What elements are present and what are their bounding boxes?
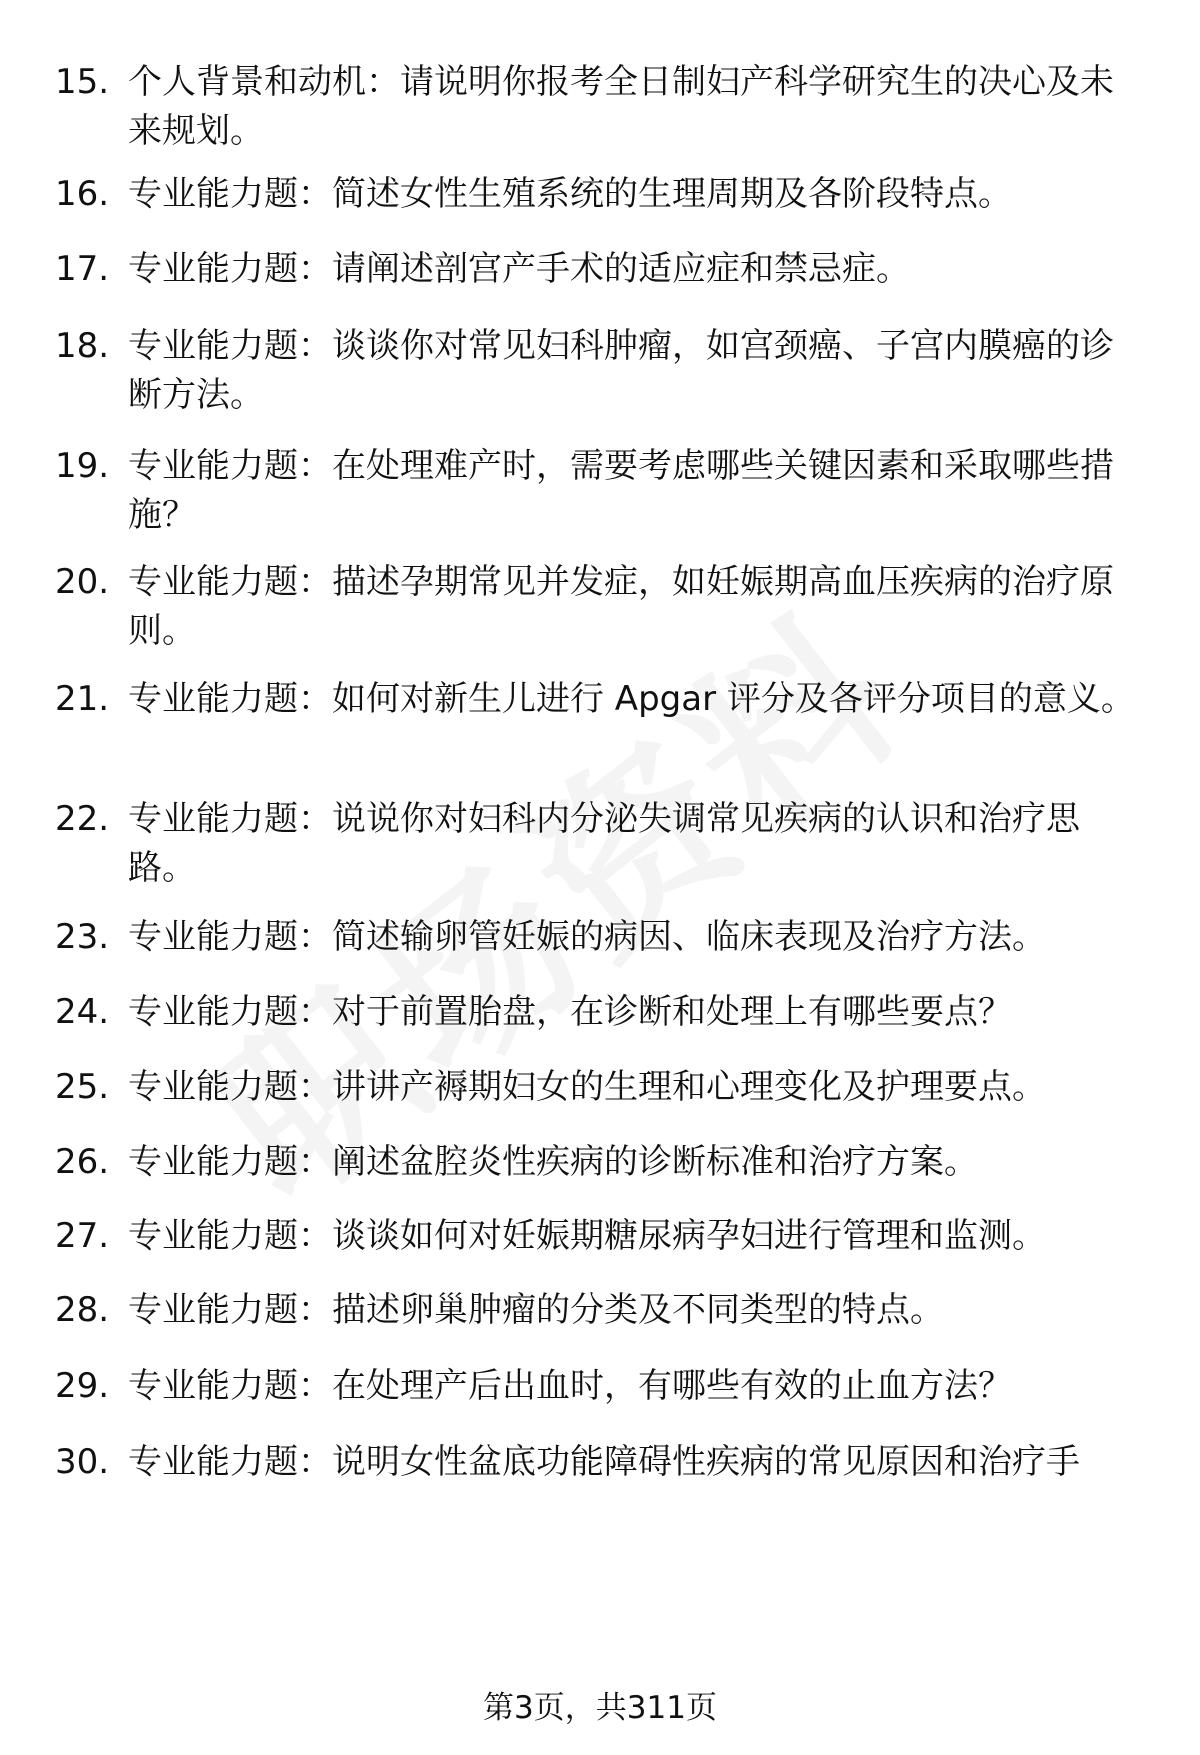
question-number: 22.	[55, 799, 110, 839]
question-number: 19.	[55, 446, 110, 486]
question-text: 专业能力题：对于前置胎盘，在诊断和处理上有哪些要点？	[128, 992, 1012, 1032]
list-item	[55, 1438, 1145, 1487]
question-number: 26.	[55, 1142, 110, 1182]
list-item	[55, 442, 1145, 540]
question-number: 23.	[55, 917, 110, 957]
question-number: 16.	[55, 174, 110, 214]
list-item	[55, 558, 1145, 656]
list-item	[55, 245, 1145, 294]
list-item	[55, 675, 1145, 724]
question-text: 专业能力题：描述孕期常见并发症，如妊娠期高血压疾病的治疗原则。	[128, 562, 1114, 651]
question-number: 28.	[55, 1290, 110, 1330]
question-number: 24.	[55, 992, 110, 1032]
list-item	[55, 1138, 1145, 1187]
question-text: 专业能力题：描述卵巢肿瘤的分类及不同类型的特点。	[128, 1290, 944, 1330]
list-item	[55, 913, 1145, 962]
question-number: 30.	[55, 1442, 110, 1482]
list-item	[55, 1212, 1145, 1261]
question-text: 专业能力题：在处理难产时，需要考虑哪些关键因素和采取哪些措施？	[128, 446, 1114, 535]
question-number: 27.	[55, 1216, 110, 1256]
question-text: 专业能力题：如何对新生儿进行 Apgar 评分及各评分项目的意义。	[128, 679, 1135, 719]
question-number: 15.	[55, 62, 110, 102]
question-text: 专业能力题：说明女性盆底功能障碍性疾病的常见原因和治疗手	[128, 1442, 1080, 1482]
list-item	[55, 1063, 1145, 1112]
question-number: 17.	[55, 249, 110, 289]
question-text: 专业能力题：讲讲产褥期妇女的生理和心理变化及护理要点。	[128, 1067, 1046, 1107]
question-text: 专业能力题：阐述盆腔炎性疾病的诊断标准和治疗方案。	[128, 1142, 978, 1182]
question-text: 专业能力题：说说你对妇科内分泌失调常见疾病的认识和治疗思路。	[128, 799, 1080, 888]
question-text: 专业能力题：简述女性生殖系统的生理周期及各阶段特点。	[128, 174, 1012, 214]
list-item	[55, 170, 1145, 219]
question-text: 个人背景和动机：请说明你报考全日制妇产科学研究生的决心及未来规划。	[128, 62, 1114, 151]
list-item	[55, 988, 1145, 1037]
list-item	[55, 1362, 1145, 1411]
list-item	[55, 795, 1145, 893]
question-text: 专业能力题：谈谈如何对妊娠期糖尿病孕妇进行管理和监测。	[128, 1216, 1046, 1256]
question-number: 21.	[55, 679, 110, 719]
list-item	[55, 322, 1145, 420]
list-item	[55, 1286, 1145, 1335]
page-number: 第3页，共311页	[483, 1690, 717, 1726]
list-item	[55, 58, 1145, 156]
question-text: 专业能力题：在处理产后出血时，有哪些有效的止血方法？	[128, 1366, 1012, 1406]
question-text: 专业能力题：简述输卵管妊娠的病因、临床表现及治疗方法。	[128, 917, 1046, 957]
question-text: 专业能力题：请阐述剖宫产手术的适应症和禁忌症。	[128, 249, 910, 289]
question-number: 18.	[55, 326, 110, 366]
question-number: 20.	[55, 562, 110, 602]
question-number: 25.	[55, 1067, 110, 1107]
question-number: 29.	[55, 1366, 110, 1406]
question-text: 专业能力题：谈谈你对常见妇科肿瘤，如宫颈癌、子宫内膜癌的诊断方法。	[128, 326, 1114, 415]
